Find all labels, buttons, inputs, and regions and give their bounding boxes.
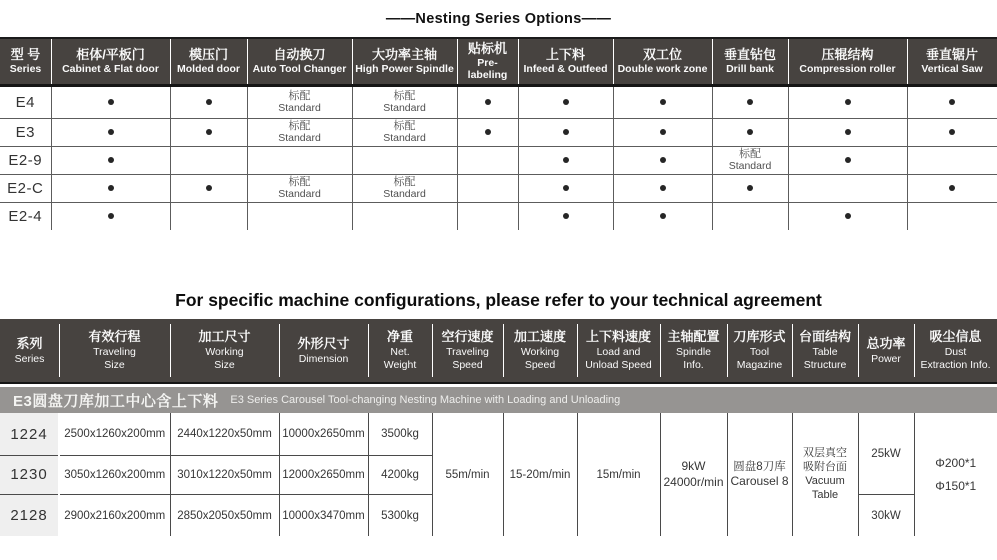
option-cell [613,85,712,118]
option-cell [352,85,457,118]
column-header-en: High Power Spindle [355,62,454,75]
traveling-size-cell: 2900x2160x200mm [59,494,170,536]
traveling-speed-cell: 55m/min [432,413,503,536]
table-structure-zh: 吸附台面 [803,461,847,474]
availability-dot [660,129,666,135]
column-header-zh: 主轴配置 [667,329,720,345]
config-header-row [0,319,997,383]
column-header-en: Working [205,346,244,359]
options-table-title: ——Nesting Series Options—— [385,11,612,27]
column-header-en: Compression roller [799,62,896,75]
series-cell: E2-9 [0,146,51,174]
series-banner-en: E3 Series Carousel Tool-changing Nesting Machine with Loading and Unloading [230,394,621,407]
series-cell: 2128 [0,494,59,536]
series-cell: E2-4 [0,202,51,230]
column-header-en: Power [871,352,901,365]
standard-label-en: Standard [383,131,426,144]
column-header-traveling-size [59,319,170,383]
standard-label-en: Standard [728,159,772,172]
standard-label-zh: 标配 [393,176,416,189]
dimension-cell: 10000x2650mm [279,413,368,455]
option-cell [613,202,712,230]
table-row-e2-c [0,174,997,202]
column-header-en: Structure [803,359,847,372]
column-header-dust-extraction [914,319,997,383]
standard-label-zh: 标配 [393,120,416,133]
series-cell: 1224 [0,413,59,455]
availability-dot [108,99,114,105]
option-cell [712,85,788,118]
availability-dot [563,157,569,163]
column-header-zh: 柜体/平板门 [76,47,145,63]
column-header-en: Molded door [177,62,240,75]
column-header-zh: 垂直钻包 [723,47,776,63]
column-header-series [0,319,59,383]
availability-dot [563,185,569,191]
spindle-info-cell [660,413,727,536]
option-cell [613,146,712,174]
column-header-en: Dimension [298,352,349,365]
column-header-zh: 双工位 [642,47,682,63]
standard-label-en: Standard [278,101,321,114]
net-weight-cell: 5300kg [368,494,432,536]
availability-dot [747,99,753,105]
standard-label-zh: 标配 [739,148,761,161]
option-cell [170,85,247,118]
column-header-zh: 型 号 [10,47,41,63]
load-unload-speed-cell: 15m/min [577,413,660,536]
option-cell [907,202,997,230]
traveling-size-cell: 2500x1260x200mm [59,413,170,455]
tool-magazine-zh: 圆盘8刀库 [733,460,786,473]
column-header-en: Size [104,359,125,372]
working-size-cell: 2440x1220x50mm [170,413,279,455]
column-header-en: Extraction Info. [920,359,991,372]
column-header-en: Double work zone [617,62,708,75]
column-header-en: Tool [749,346,770,359]
availability-dot [108,213,114,219]
series-banner [0,387,997,413]
column-header-en: Traveling [93,346,136,359]
standard-label-zh: 标配 [288,90,311,103]
column-header-zh: 台面结构 [798,329,851,345]
availability-dot [747,185,753,191]
option-cell [170,118,247,146]
column-header-high-power-spindle [352,38,457,85]
option-cell [613,118,712,146]
column-header-en: Pre-labeling [467,56,508,82]
table-structure-zh: 双层真空 [803,447,847,460]
config-table-body [0,413,997,536]
column-header-en: Speed [524,359,556,372]
option-cell [457,118,518,146]
dust-spec: Φ200*1 [935,455,977,470]
standard-label-zh: 标配 [288,176,311,189]
availability-dot [845,99,851,105]
column-header-en: Traveling [446,346,489,359]
column-header-zh: 有效行程 [88,329,141,345]
column-header-en: Vertical Saw [921,62,983,75]
column-header-en: Weight [383,359,417,372]
option-cell [247,118,352,146]
availability-dot [485,129,491,135]
standard-label-zh: 标配 [393,90,416,103]
option-cell [712,118,788,146]
series-cell: E4 [0,85,51,118]
availability-dot [563,213,569,219]
column-header-en: Load and [596,346,641,359]
table-structure-en: Table [811,488,839,501]
power-cell-lower: 30kW [858,494,914,536]
option-cell [170,202,247,230]
standard-label-zh: 标配 [288,120,311,133]
power-cell-upper: 25kW [858,413,914,494]
option-cell [51,174,170,202]
column-header-en: Series [9,62,42,75]
column-header-net-weight [368,319,432,383]
config-table-title: For specific machine configurations, please refer to your technical agreement [175,290,822,311]
availability-dot [747,129,753,135]
option-cell [518,174,613,202]
column-header-zh: 系列 [16,335,43,351]
column-header-en: Auto Tool Changer [252,62,347,75]
option-cell [457,202,518,230]
option-cell [788,85,907,118]
working-speed-cell: 15-20m/min [503,413,577,536]
column-header-drill-bank [712,38,788,85]
option-cell [788,202,907,230]
column-header-power [858,319,914,383]
series-banner-zh: E3圆盘刀库加工中心含上下料 [13,392,219,410]
option-cell [352,174,457,202]
column-header-load-unload-speed [577,319,660,383]
column-header-working-size [170,319,279,383]
availability-dot [949,129,955,135]
availability-dot [206,185,212,191]
option-cell [712,174,788,202]
column-header-series [0,38,51,85]
column-header-en: Dust [944,346,967,359]
tool-magazine-en: Carousel 8 [730,474,789,489]
column-header-en: Table [812,346,838,359]
option-cell [170,146,247,174]
availability-dot [206,129,212,135]
series-cell: E2-C [0,174,51,202]
standard-label-en: Standard [278,187,321,200]
option-cell [518,85,613,118]
column-header-zh: 模压门 [188,47,228,63]
spindle-speed: 24000r/min [663,474,724,489]
option-cell [518,146,613,174]
column-header-en: Size [214,359,235,372]
option-cell [907,118,997,146]
column-header-zh: 贴标机 [467,41,507,56]
column-header-en: Net. [390,346,410,359]
standard-label-en: Standard [278,131,321,144]
option-cell [613,174,712,202]
availability-dot [660,157,666,163]
availability-dot [485,99,491,105]
dimension-cell: 12000x2650mm [279,455,368,494]
traveling-size-cell: 3050x1260x200mm [59,455,170,494]
column-header-compression-roller [788,38,907,85]
option-cell [788,146,907,174]
option-cell [907,174,997,202]
column-header-traveling-speed [432,319,503,383]
column-header-auto-tool-changer [247,38,352,85]
availability-dot [949,99,955,105]
table-structure-cell [792,413,858,536]
option-cell [457,85,518,118]
column-header-cabinet-flat-door [51,38,170,85]
standard-label-en: Standard [383,101,426,114]
column-header-dimension [279,319,368,383]
column-header-en: Cabinet & Flat door [62,62,159,75]
option-cell [712,146,788,174]
working-size-cell: 2850x2050x50mm [170,494,279,536]
availability-dot [660,185,666,191]
column-header-table-structure [792,319,858,383]
option-cell [352,202,457,230]
table-row-e4 [0,85,997,118]
table-row-e2-9 [0,146,997,174]
option-cell [352,146,457,174]
config-table-header [0,319,997,384]
series-cell: E3 [0,118,51,146]
option-cell [907,85,997,118]
option-cell [712,202,788,230]
option-cell [51,118,170,146]
column-header-pre-labeling [457,38,518,85]
option-cell [170,174,247,202]
column-header-zh: 压辊结构 [821,47,874,63]
net-weight-cell: 4200kg [368,455,432,494]
column-header-en: Spindle [675,346,712,359]
table-row-e3 [0,118,997,146]
option-cell [247,174,352,202]
table-structure-en: Vacuum [805,474,845,487]
column-header-en: Unload Speed [585,359,652,372]
dust-spec: Φ150*1 [935,478,977,493]
availability-dot [563,99,569,105]
column-header-en: Series [14,352,45,365]
column-header-zh: 加工尺寸 [198,329,251,345]
column-header-zh: 外形尺寸 [297,335,350,351]
column-header-zh: 大功率主轴 [371,47,437,63]
column-header-en: Info. [683,359,704,372]
column-header-infeed-outfeed [518,38,613,85]
availability-dot [563,129,569,135]
column-header-zh: 净重 [386,329,413,345]
option-cell [518,202,613,230]
column-header-molded-door [170,38,247,85]
column-header-working-speed [503,319,577,383]
option-cell [51,146,170,174]
standard-label-en: Standard [383,187,426,200]
column-header-zh: 上下料速度 [585,329,651,345]
option-cell [352,118,457,146]
column-header-en: Working [520,346,560,359]
column-header-zh: 刀库形式 [733,329,786,345]
availability-dot [845,213,851,219]
option-cell [457,146,518,174]
dimension-cell: 10000x3470mm [279,494,368,536]
column-header-zh: 加工速度 [513,329,566,345]
column-header-en: Speed [452,359,483,372]
availability-dot [949,185,955,191]
column-header-spindle-info [660,319,727,383]
column-header-vertical-saw [907,38,997,85]
option-cell [51,85,170,118]
option-cell [907,146,997,174]
options-header-row [0,38,997,85]
column-header-tool-magazine [727,319,792,383]
availability-dot [845,157,851,163]
table-row-1224 [0,413,997,455]
column-header-zh: 自动换刀 [273,47,326,63]
dust-extraction-cell [914,413,997,536]
working-size-cell: 3010x1220x50mm [170,455,279,494]
option-cell [457,174,518,202]
series-cell: 1230 [0,455,59,494]
option-cell [51,202,170,230]
availability-dot [108,129,114,135]
availability-dot [108,185,114,191]
column-header-zh: 吸尘信息 [929,329,982,345]
column-header-double-work-zone [613,38,712,85]
net-weight-cell: 3500kg [368,413,432,455]
option-cell [247,146,352,174]
availability-dot [206,99,212,105]
options-table [0,37,997,230]
table-row-e2-4 [0,202,997,230]
column-header-en: Magazine [736,359,783,372]
spindle-power: 9kW [681,459,706,474]
tool-magazine-cell [727,413,792,536]
availability-dot [108,157,114,163]
column-header-zh: 总功率 [866,335,906,351]
availability-dot [660,99,666,105]
option-cell [788,118,907,146]
column-header-en: Infeed & Outfeed [523,62,608,75]
option-cell [247,202,352,230]
column-header-zh: 上下料 [545,47,585,63]
option-cell [518,118,613,146]
option-cell [247,85,352,118]
column-header-zh: 垂直锯片 [925,47,978,63]
availability-dot [660,213,666,219]
column-header-en: Drill bank [726,62,774,75]
availability-dot [845,129,851,135]
option-cell [788,174,907,202]
column-header-zh: 空行速度 [441,329,494,345]
